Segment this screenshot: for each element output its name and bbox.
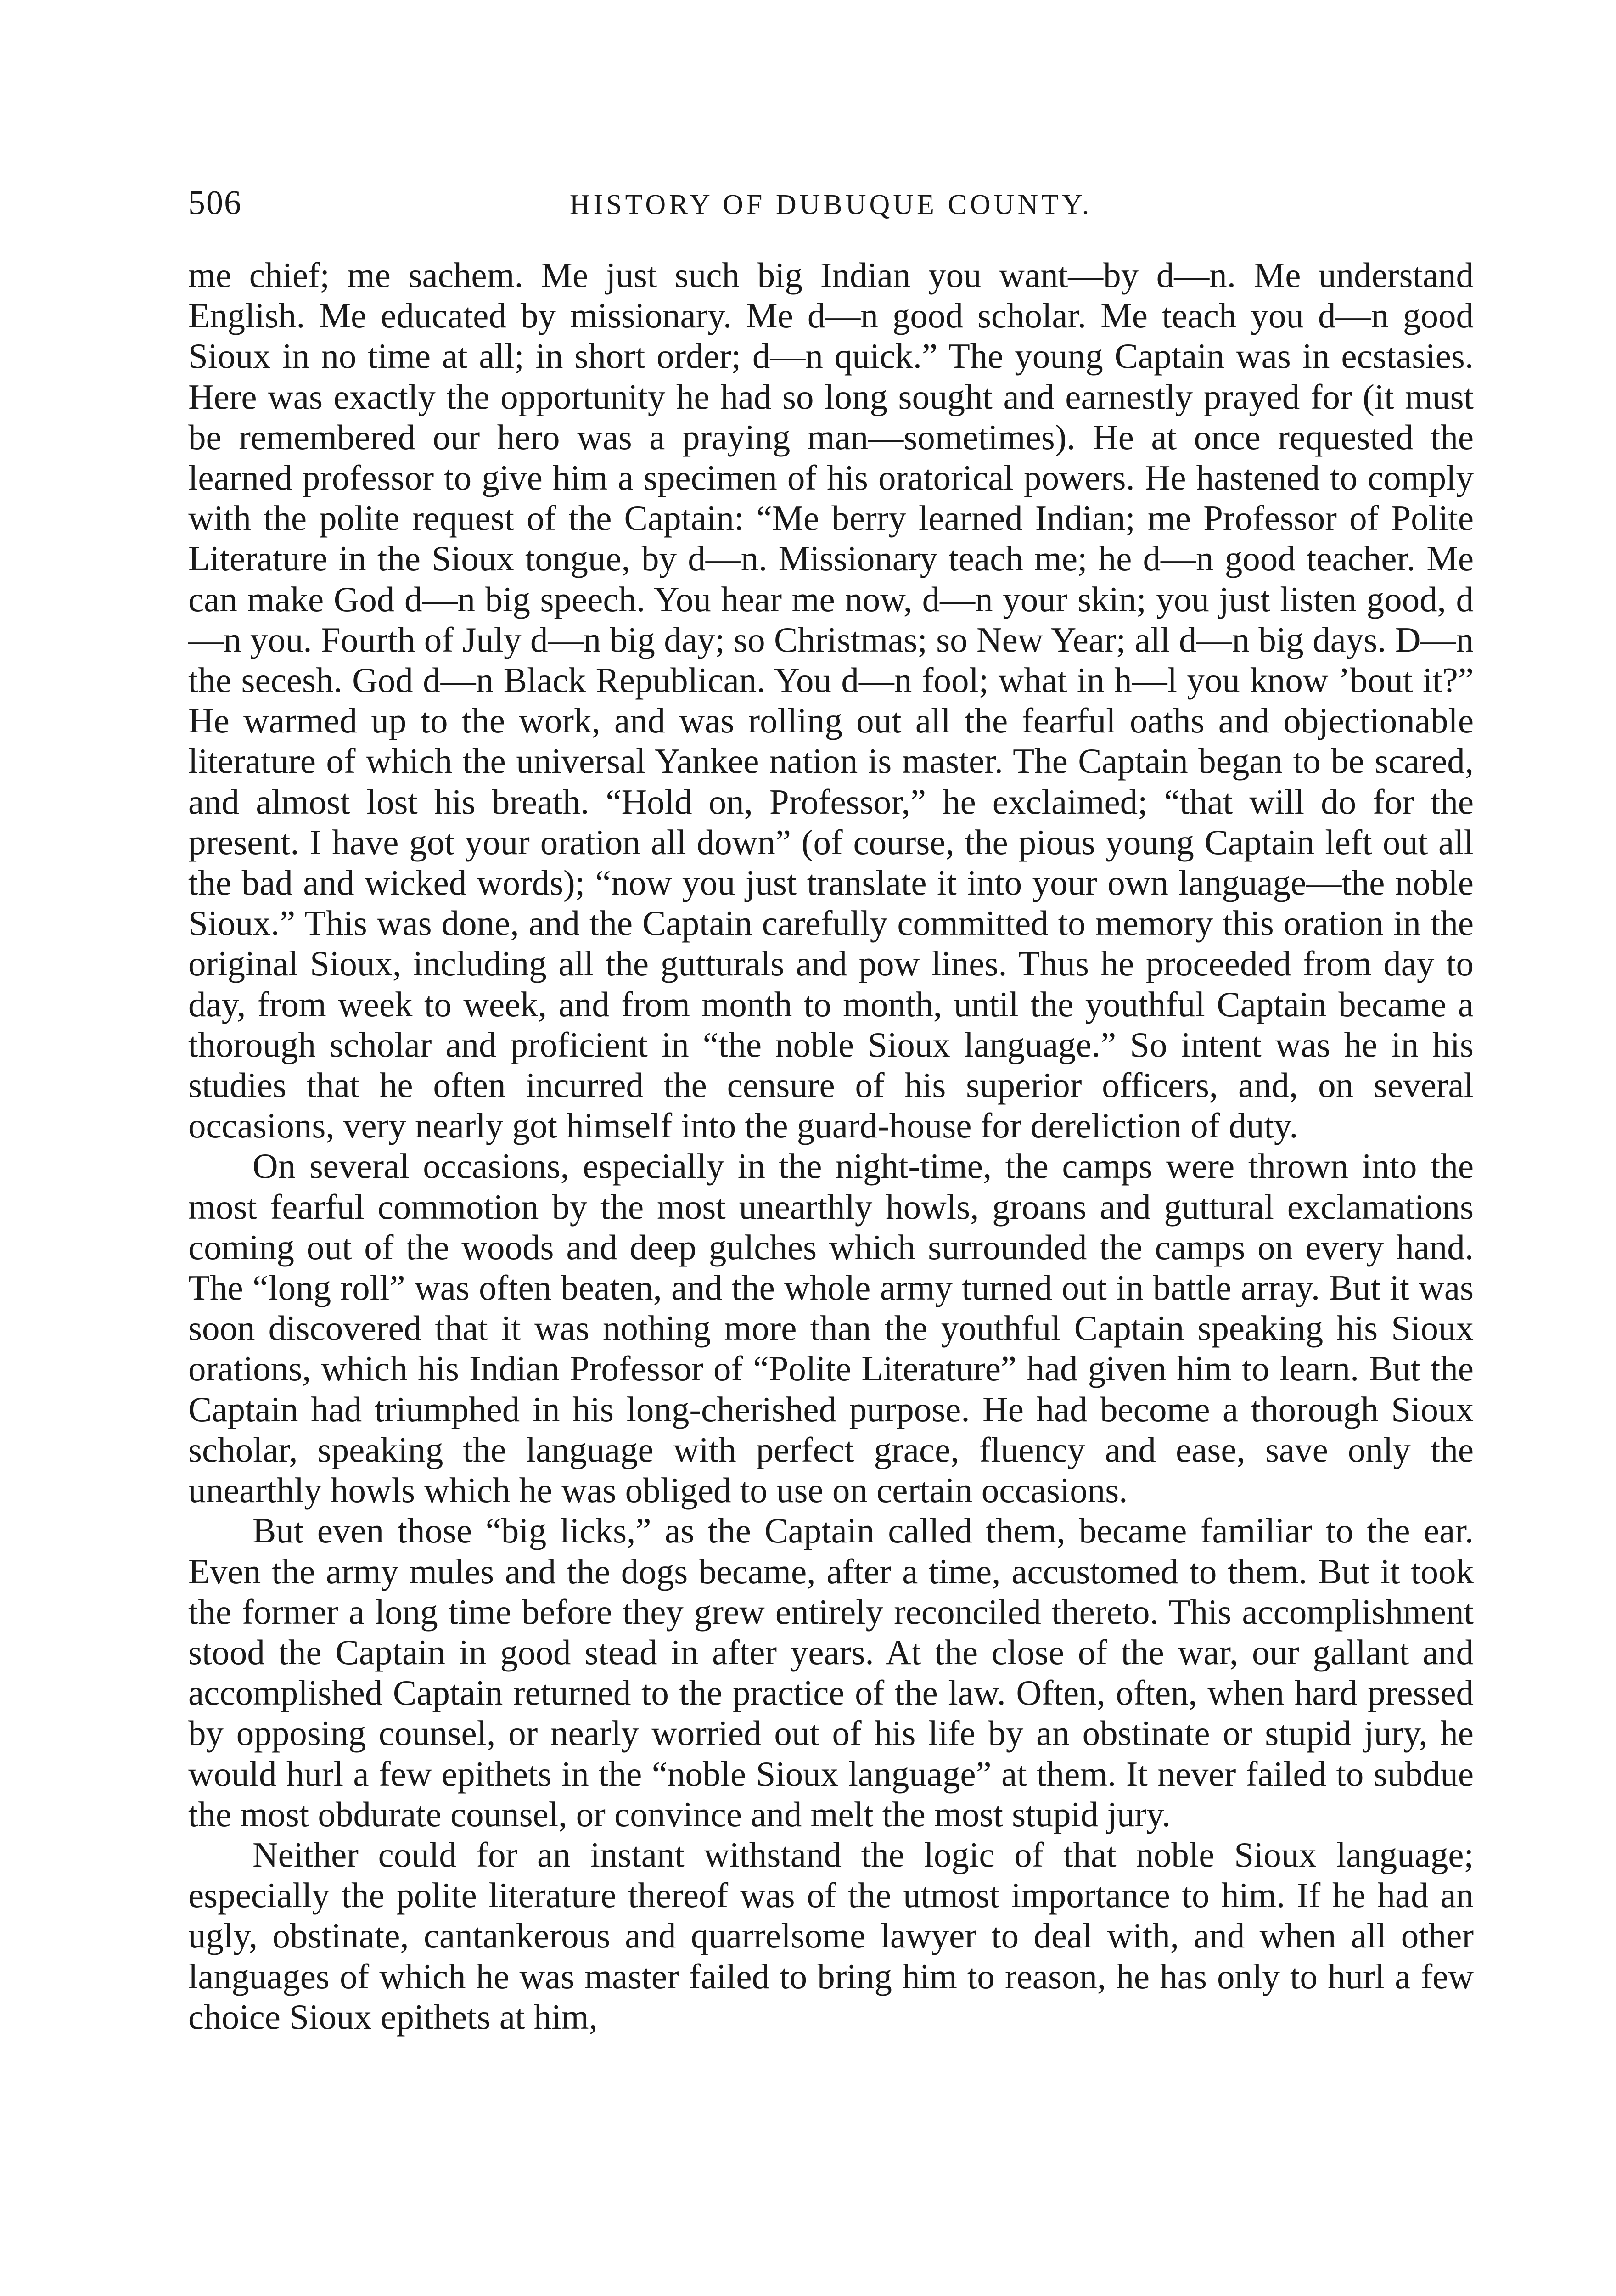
- paragraph-2: On several occasions, especially in the night-time, the camps were thrown into the most fearful commotion by the most unearthly howls, groans and guttural exclamations coming out of the woods and deep gulches which surrounded the camps on every hand. The “long roll” was often beaten, and the whole army turned out in battle array. But it was soon discovered that it was nothing more than the youthful Captain speaking his Sioux orations, which his Indian Professor of “Polite Literature” had given him to learn. But the Captain had triumphed in his long-cherished purpose. He had become a thorough Sioux scholar, speaking the language with perfect grace, fluency and ease, save only the unearthly howls which he was obliged to use on certain occasions.: [188, 1146, 1474, 1510]
- paragraph-4: Neither could for an instant withstand the logic of that noble Sioux language; especially the polite literature thereof was of the utmost importance to him. If he had an ugly, obstinate, cantankerous and quarrelsome lawyer to deal with, and when all other languages of which he was master failed to bring him to reason, he has only to hurl a few choice Sioux epithets at him,: [188, 1835, 1474, 2037]
- paragraph-3: But even those “big licks,” as the Captain called them, became familiar to the ear. Even the army mules and the dogs became, after a time, accustomed to them. But it took the former a long time before they grew entirely reconciled thereto. This accomplishment stood the Captain in good stead in after years. At the close of the war, our gallant and accomplished Captain returned to the practice of the law. Often, often, when hard pressed by opposing counsel, or nearly worried out of his life by an obstinate or stupid jury, he would hurl a few epithets in the “noble Sioux language” at them. It never failed to subdue the most obdurate counsel, or convince and melt the most stupid jury.: [188, 1511, 1474, 1834]
- page-number: 506: [188, 184, 242, 222]
- body-text: [188, 255, 1474, 2037]
- paragraph-1: me chief; me sachem. Me just such big Indian you want—by d—n. Me understand English. Me educated by missionary. Me d—n good scholar. Me teach you d—n good Sioux in no time at all; in short order; d—n quick.” The young Captain was in ecstasies. Here was exactly the opportunity he had so long sought and earnestly prayed for (it must be remembered our hero was a praying man—sometimes). He at once requested the learned professor to give him a specimen of his oratorical powers. He hastened to comply with the polite request of the Captain: “Me berry learned Indian; me Professor of Polite Literature in the Sioux tongue, by d—n. Missionary teach me; he d—n good teacher. Me can make God d—n big speech. You hear me now, d—n your skin; you just listen good, d—n you. Fourth of July d—n big day; so Christmas; so New Year; all d—n big days. D—n the secesh. God d—n Black Republican. You d—n fool; what in h—l you know ’bout it?” He warmed up to the work, and was rolling out all the fearful oaths and objectionable literature of which the universal Yankee nation is master. The Captain began to be scared, and almost lost his breath. “Hold on, Professor,” he exclaimed; “that will do for the present. I have got your oration all down” (of course, the pious young Captain left out all the bad and wicked words); “now you just translate it into your own language—the noble Sioux.” This was done, and the Captain carefully committed to memory this oration in the original Sioux, including all the gutturals and pow lines. Thus he proceeded from day to day, from week to week, and from month to month, until the youthful Captain became a thorough scholar and proficient in “the noble Sioux language.” So intent was he in his studies that he often incurred the censure of his superior officers, and, on several occasions, very nearly got himself into the guard-house for dereliction of duty.: [188, 255, 1474, 1146]
- running-title: HISTORY OF DUBUQUE COUNTY.: [569, 189, 1093, 220]
- page-header: [188, 180, 1474, 231]
